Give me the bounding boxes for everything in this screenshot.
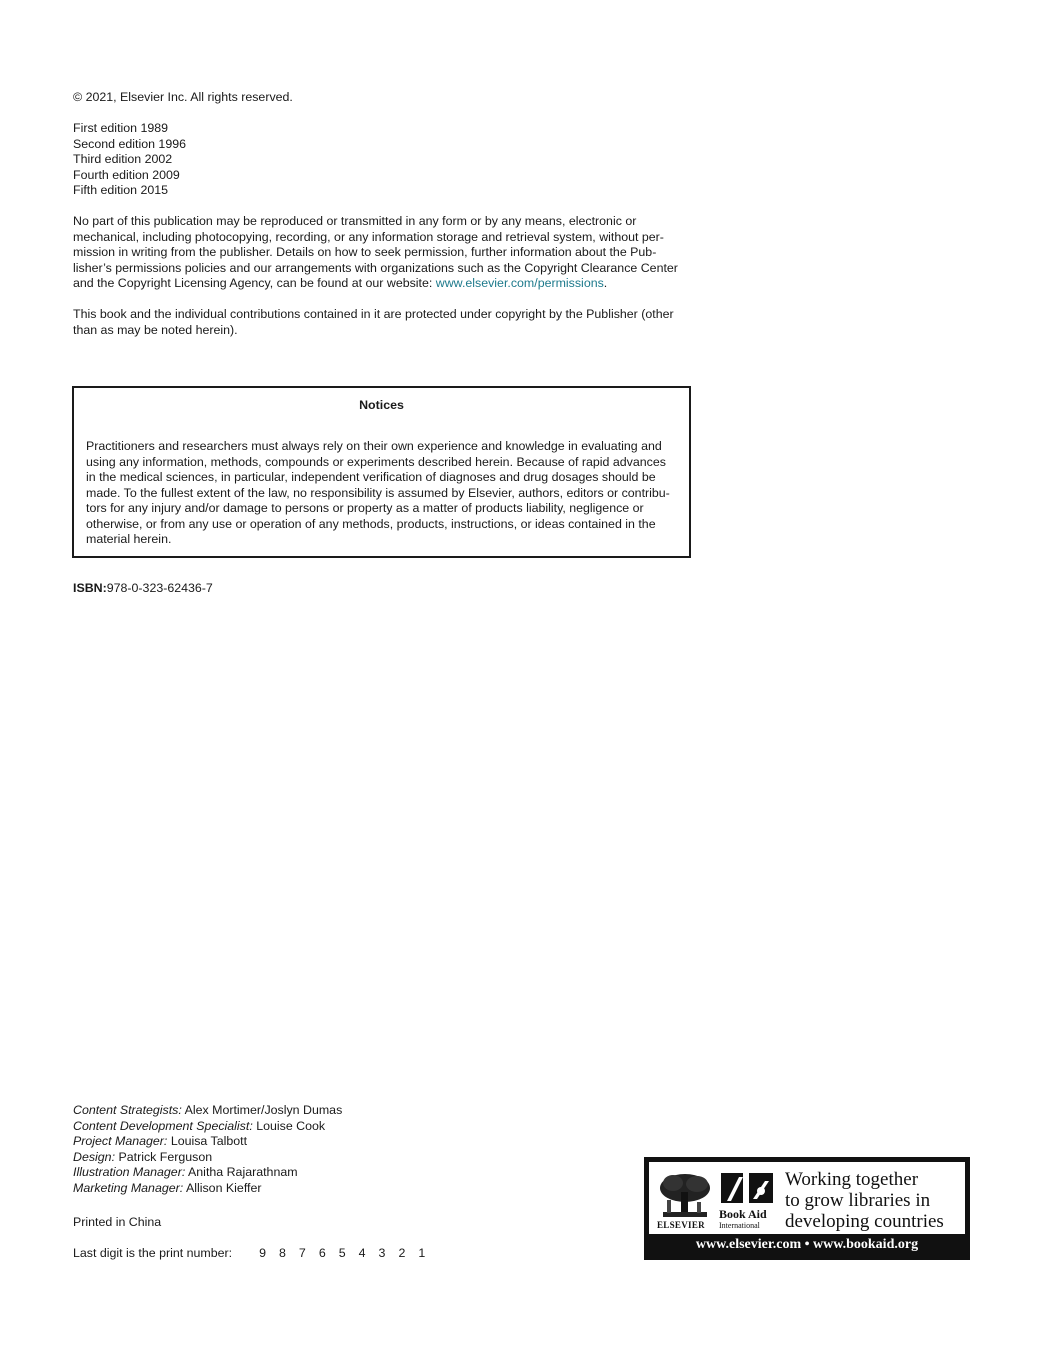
print-number (73, 1246, 691, 1262)
book-aid-banner (644, 1157, 970, 1260)
elsevier-tree-logo-icon (657, 1172, 713, 1218)
book-aid-logo-sublabel: International (719, 1221, 760, 1230)
book-aid-logo-label: Book Aid (719, 1207, 767, 1221)
notices-title: Notices (359, 398, 404, 412)
book-aid-logo-icon (719, 1171, 775, 1207)
notices-box (72, 386, 691, 558)
credit-line: Project Manager: Louisa Talbott (73, 1134, 248, 1148)
permissions-link[interactable]: www.elsevier.com/permissions (435, 276, 604, 290)
isbn (73, 581, 691, 597)
isbn-value: 978-0-323-62436-7 (106, 581, 213, 595)
print-digit: 9 (259, 1246, 267, 1260)
print-number-label: Last digit is the print number: (73, 1246, 233, 1260)
print-digit: 1 (418, 1246, 426, 1260)
elsevier-logo-label: ELSEVIER (657, 1220, 705, 1230)
print-digit: 7 (298, 1246, 306, 1260)
print-digit: 8 (279, 1246, 286, 1260)
edition-line: Fourth edition 2009 (73, 167, 180, 182)
edition-line: First edition 1989 (73, 121, 169, 135)
print-digit: 5 (338, 1246, 346, 1260)
edition-line: Second edition 1996 (73, 136, 186, 151)
edition-line: Fifth edition 2015 (73, 183, 169, 197)
credit-line: Marketing Manager: Allison Kieffer (73, 1180, 262, 1195)
print-digit: 4 (358, 1246, 366, 1260)
credit-line: Illustration Manager: Anitha Rajarathnam (73, 1165, 298, 1179)
credit-line: Design: Patrick Ferguson (73, 1149, 213, 1164)
isbn-label: ISBN: (73, 581, 107, 595)
banner-tagline: Working together to grow libraries in developing countries (785, 1169, 944, 1232)
banner-urls[interactable]: www.elsevier.com • www.bookaid.org (695, 1237, 919, 1252)
printed-in: Printed in China (73, 1215, 162, 1229)
print-digit: 2 (398, 1246, 406, 1260)
notices-body: Practitioners and researchers must always rely on their own experience and knowledge in evaluating and using any information, methods, compounds or experiments described herein. Because of rapid advances in the medical sciences, in particular, independent verification of diagnoses and drug dosages should be made. To the fullest extent of the law, no responsibility is assumed by Elsevier, authors, editors or contribu- tors for any injury and/or damage to persons or property as a matter of products liability, negligence or otherwise, or from any use or operation of any methods, products, instructions, or ideas contained in the material herein. (86, 439, 670, 546)
permissions-paragraph: No part of this publication may be reproduced or transmitted in any form or by any means, electronic or mechanical, including photocopying, recording, or any information storage and retrieval system, without per- mission in writing from the publisher. Details on how to seek permission, further information about the Pub- lisher’s permissions policies and our arrangements with organizations such as the Copyright Clearance Center and the Copyright Licensing Agency, can be found at our website: www.elsevier.com/permissions. (73, 214, 678, 290)
credit-line: Content Development Specialist: Louise Cook (73, 1118, 326, 1133)
edition-line: Third edition 2002 (73, 152, 173, 166)
print-digit: 3 (378, 1246, 386, 1260)
print-digit: 6 (318, 1246, 326, 1260)
credits (73, 1103, 342, 1196)
copyright-line: © 2021, Elsevier Inc. All rights reserved. (73, 90, 293, 104)
edition-history (73, 121, 691, 199)
credit-line: Content Strategists: Alex Mortimer/Joslyn Dumas (73, 1103, 343, 1117)
protection-paragraph: This book and the individual contributions contained in it are protected under copyright by the Publisher (other than as may be noted herein). (73, 307, 674, 337)
